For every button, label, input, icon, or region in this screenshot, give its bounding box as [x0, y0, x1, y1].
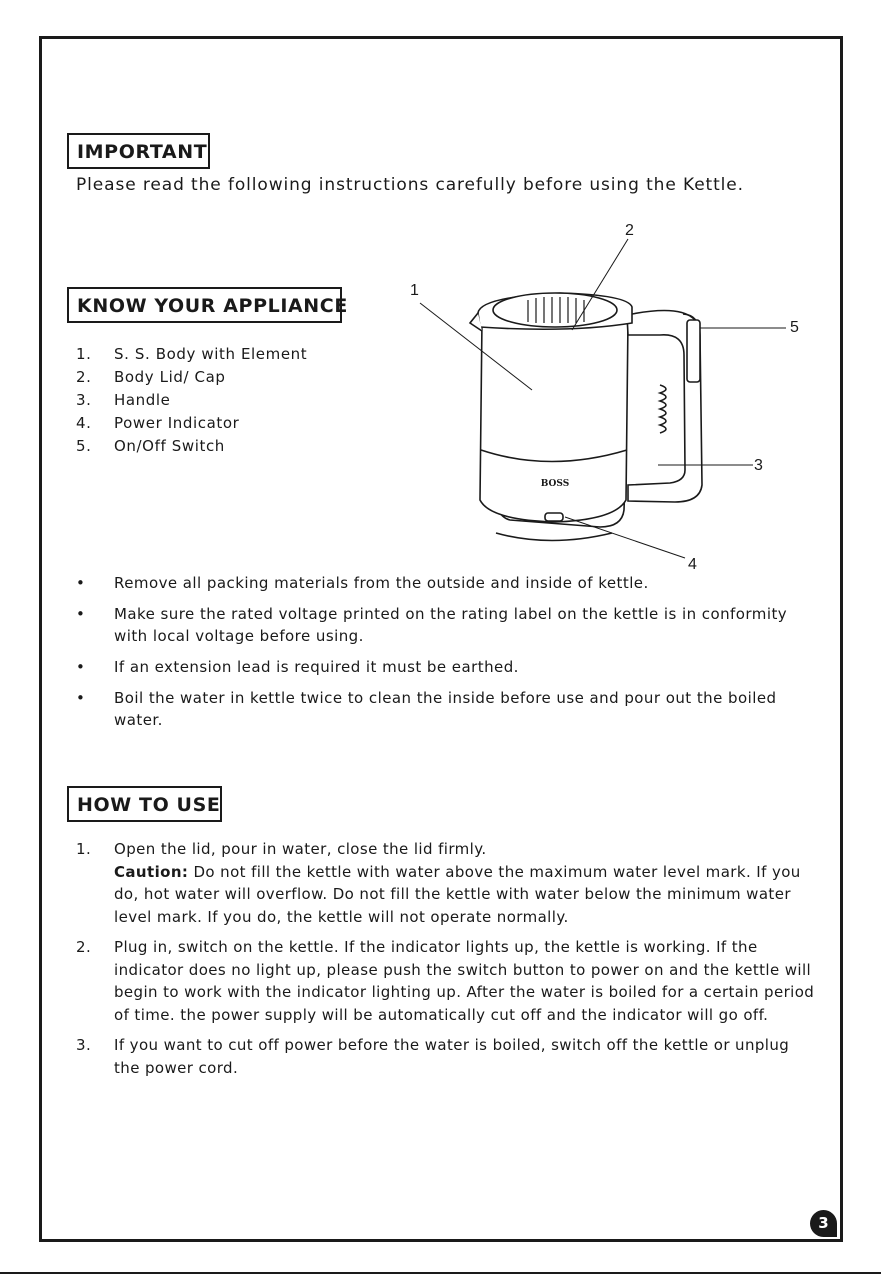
caution-text: Do not fill the kettle with water above the maximum water level mark. If you do, hot water will overflow. Do not fill the kettle with water below the minimum water level mark. If you do, the kettle will not operate normally.: [114, 862, 801, 926]
part-item: [76, 412, 307, 435]
list-item: [76, 572, 816, 594]
step-text: Open the lid, pour in water, close the lid firmly.: [114, 840, 487, 858]
callout-5: 5: [790, 319, 799, 336]
part-item: [76, 366, 307, 389]
bullet-text: If an extension lead is required it must be earthed.: [114, 658, 519, 676]
intro-text: Please read the following instructions carefully before using the Kettle.: [76, 175, 744, 195]
list-item: [76, 603, 816, 647]
bottom-rule: [0, 1272, 881, 1274]
callout-4: 4: [688, 556, 697, 573]
page-number: 3: [810, 1210, 837, 1237]
how-to-use-heading: HOW TO USE: [67, 786, 222, 822]
part-number: 1.: [76, 345, 92, 363]
kettle-foot: [496, 533, 612, 541]
step-item: [76, 838, 816, 928]
how-to-use-steps: [76, 838, 816, 1087]
part-label: Handle: [114, 391, 171, 409]
step-text: Plug in, switch on the kettle. If the indicator lights up, the kettle is working. If the indicator does no light up, please push the switch button to power on and the kettle will begin to work with the indicator lighting up. After the water is boiled for a certain period of time. the power supply will be automatically cut off and the indicator will go off.: [114, 938, 815, 1024]
step-number: 2.: [76, 938, 92, 956]
bullet-text: Boil the water in kettle twice to clean the inside before use and pour out the boiled water.: [114, 689, 777, 729]
part-label: On/Off Switch: [114, 437, 225, 455]
bullet-dot: •: [76, 689, 86, 707]
power-indicator-shape: [545, 513, 563, 521]
part-item: [76, 343, 307, 366]
bullet-dot: •: [76, 574, 86, 592]
handle-grip-ridges: [660, 385, 666, 433]
step-item: [76, 936, 816, 1026]
kettle-diagram: [400, 215, 820, 575]
kettle-body: [480, 320, 628, 522]
know-appliance-heading: KNOW YOUR APPLIANCE: [67, 287, 342, 323]
brand-logo: BOSS: [540, 479, 570, 489]
bullet-dot: •: [76, 605, 86, 623]
precautions-list: [76, 572, 816, 740]
bullet-dot: •: [76, 658, 86, 676]
step-text: If you want to cut off power before the water is boiled, switch off the kettle or unplug the power cord.: [114, 1036, 790, 1077]
part-number: 4.: [76, 414, 92, 432]
parts-list: [76, 343, 307, 458]
part-item: [76, 435, 307, 458]
part-label: Body Lid/ Cap: [114, 368, 226, 386]
bullet-text: Make sure the rated voltage printed on the rating label on the kettle is in conformity with local voltage before using.: [114, 605, 788, 645]
important-heading: IMPORTANT: [67, 133, 210, 169]
part-item: [76, 389, 307, 412]
part-number: 2.: [76, 368, 92, 386]
callout-2: 2: [625, 222, 634, 239]
part-number: 3.: [76, 391, 92, 409]
step-number: 3.: [76, 1036, 92, 1054]
part-label: Power Indicator: [114, 414, 240, 432]
list-item: [76, 687, 816, 731]
kettle-lid-cap: [493, 293, 617, 327]
caution-label: Caution:: [114, 862, 189, 881]
callout-1: 1: [410, 282, 419, 299]
callout-3: 3: [754, 457, 763, 474]
on-off-switch-shape: [687, 320, 700, 382]
step-item: [76, 1034, 816, 1079]
part-label: S. S. Body with Element: [114, 345, 308, 363]
callout-line-4: [565, 517, 685, 558]
bullet-text: Remove all packing materials from the outside and inside of kettle.: [114, 574, 649, 592]
part-number: 5.: [76, 437, 92, 455]
step-number: 1.: [76, 840, 92, 858]
list-item: [76, 656, 816, 678]
